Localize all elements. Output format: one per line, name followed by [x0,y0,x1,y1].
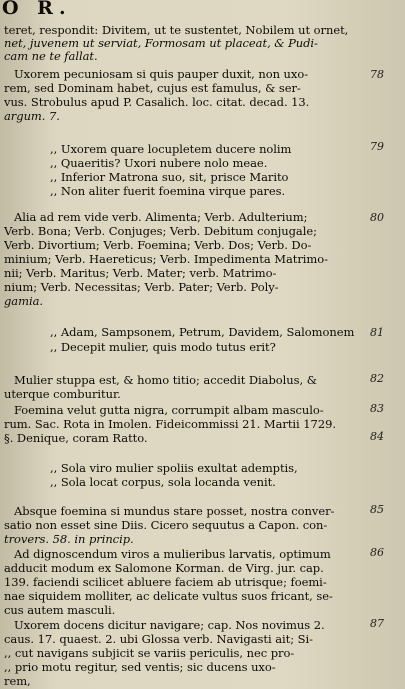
text-line: trovers. 58. in princip. [4,532,134,546]
verse-line: ,, Decepit mulier, quis modo tutus erit? [50,340,276,354]
verse-line: ,, Non aliter fuerit foemina virque pares. [50,184,286,198]
text-line: caus. 17. quaest. 2. ubi Glossa verb. Navigasti ait; Si- [4,632,313,646]
margin-number: 80 [370,211,384,224]
text-line: rum. Sac. Rota in Imolen. Fideicommissi 21. Martii 1729. [4,417,336,431]
margin-number: 81 [370,326,384,339]
text-line: minium; Verb. Haereticus; Verb. Impedimenta Matrimo- [4,252,328,266]
verse-line: ,, Adam, Sampsonem, Petrum, Davidem, Salomonem [50,325,355,339]
text-line: 139. faciendi scilicet abluere faciem ab utrisque; foemi- [4,575,327,589]
text-line: cus autem masculi. [4,603,116,617]
verse-line: ,, Inferior Matrona suo, sit, prisce Marito [50,170,289,184]
text-line: §. Denique, coram Ratto. [4,431,148,445]
text-line: adducit modum ex Salomone Korman. de Virg. jur. cap. [4,561,324,575]
text-line: cam ne te fallat. [4,49,98,63]
margin-number: 82 [370,372,384,385]
text-line: Ad dignoscendum viros a mulieribus larvatis, optimum [14,547,331,561]
margin-number: 86 [370,546,384,559]
text-line: nii; Verb. Maritus; Verb. Mater; verb. Matrimo- [4,266,277,280]
text-line: teret, respondit: Divitem, ut te sustentet, Nobilem ut ornet, [4,23,349,37]
text-line: Verb. Divortium; Verb. Foemina; Verb. Dos; Verb. Do- [4,238,312,252]
text-line: ,, cut navigans subjicit se variis periculis, nec pro- [4,646,295,660]
verse-line: ,, Uxorem quare locupletem ducere nolim [50,142,292,156]
text-line: argum. 7. [4,109,60,123]
verse-line: ,, Sola viro mulier spoliis exultat ademptis, [50,461,298,475]
text-line: Uxorem pecuniosam si quis pauper duxit, non uxo- [14,67,309,81]
margin-number: 78 [370,68,384,81]
text-line: rem, sed Dominam habet, cujus est famulus, & ser- [4,81,301,95]
text-line: Alia ad rem vide verb. Alimenta; Verb. Adulterium; [14,210,308,224]
text-line: uterque comburitur. [4,387,121,401]
text-line: ,, prio motu regitur, sed ventis; sic ducens uxo- [4,660,276,674]
verse-line: ,, Quaeritis? Uxori nubere nolo meae. [50,156,268,170]
running-head: O R. [2,0,72,19]
text-line: Mulier stuppa est, & homo titio; accedit Diabolus, & [14,373,317,387]
text-line: Absque foemina si mundus stare posset, nostra conver- [14,504,335,518]
margin-number: 79 [370,140,384,153]
margin-number: 85 [370,503,384,516]
margin-number: 84 [370,430,384,443]
text-line: rem, [4,674,31,688]
text-line: Uxorem docens dicitur navigare; cap. Nos novimus 2. [14,618,325,632]
text-line: nium; Verb. Necessitas; Verb. Pater; Verb. Poly- [4,280,279,294]
margin-number: 87 [370,617,384,630]
text-line: Verb. Bona; Verb. Conjuges; Verb. Debitum conjugale; [4,224,317,238]
text-line: nae siquidem molliter, ac delicate vultus suos fricant, se- [4,589,333,603]
text-line: Foemina velut gutta nigra, corrumpit albam masculo- [14,403,324,417]
text-line: vus. Strobulus apud P. Casalich. loc. citat. decad. 13. [4,95,310,109]
text-line: satio non esset sine Diis. Cicero sequutus a Capon. con- [4,518,328,532]
verse-line: ,, Sola locat corpus, sola locanda venit. [50,475,276,489]
margin-number: 83 [370,402,384,415]
text-line: gamia. [4,294,44,308]
text-line: net, juvenem ut serviat, Formosam ut placeat, & Pudi- [4,36,318,50]
